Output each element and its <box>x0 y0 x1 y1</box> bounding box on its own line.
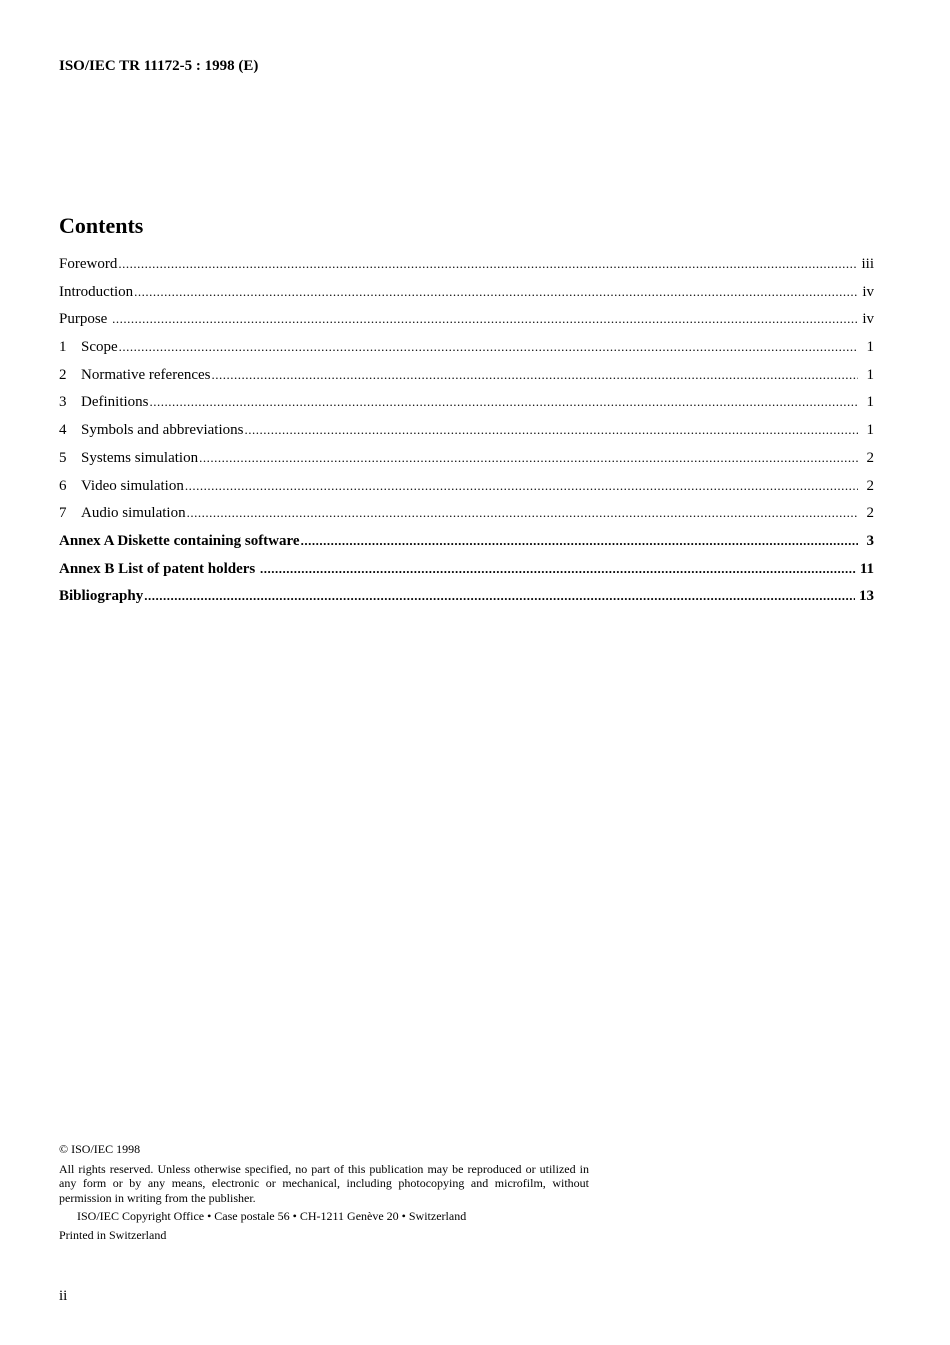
toc-dot-leader <box>185 478 858 495</box>
toc-dot-leader <box>112 311 858 328</box>
toc-dot-leader <box>187 505 858 522</box>
toc-dot-leader <box>134 284 858 301</box>
toc-entry-page: 2 <box>866 449 874 466</box>
toc-entry-page: 1 <box>866 394 874 411</box>
contents-title: Contents <box>59 213 144 238</box>
copyright-line: © ISO/IEC 1998 <box>59 1142 141 1156</box>
page-number: ii <box>59 1288 68 1304</box>
toc-entry-label: Symbols and abbreviations <box>81 422 244 439</box>
toc-entry-label: Introduction <box>59 283 134 300</box>
toc-entry[interactable] <box>59 339 874 367</box>
toc-entry-label: Systems simulation <box>81 449 199 466</box>
toc-dot-leader <box>260 561 856 578</box>
toc-dot-leader <box>150 394 859 411</box>
toc-entry-label: Foreword <box>59 256 118 272</box>
copyright-notice <box>59 1142 589 1242</box>
toc-entry-label: Scope <box>81 339 118 356</box>
toc-entry-label: Definitions <box>81 394 149 411</box>
toc-dot-leader <box>244 422 858 439</box>
toc-dot-leader <box>119 339 858 356</box>
toc-entry-page: 3 <box>866 532 874 549</box>
toc-entry-page: iv <box>862 311 874 328</box>
toc-entry[interactable] <box>59 478 874 506</box>
toc-entry-label: Audio simulation <box>81 505 186 522</box>
toc-entry-label: Normative references <box>81 366 211 383</box>
document-id-header: ISO/IEC TR 11172-5 : 1998 (E) <box>59 58 259 74</box>
toc-entry-label: Video simulation <box>81 477 184 494</box>
toc-entry[interactable] <box>59 588 874 616</box>
toc-entry-page: 13 <box>859 588 874 605</box>
toc-dot-leader <box>301 533 858 550</box>
printed-in: Printed in Switzerland <box>59 1227 167 1242</box>
toc-dot-leader <box>199 450 858 467</box>
toc-entry[interactable] <box>59 422 874 450</box>
toc-entry-page: 1 <box>866 422 874 439</box>
toc-entry-label: Bibliography <box>59 588 144 605</box>
toc-entry[interactable] <box>59 561 874 589</box>
toc-entry-page: iii <box>861 256 874 272</box>
toc-entry-page: 2 <box>866 477 874 494</box>
toc-entry-number: 7 <box>59 505 67 522</box>
toc-entry[interactable] <box>59 311 874 339</box>
toc-entry-page: 2 <box>866 505 874 522</box>
toc-entry-label: Purpose <box>59 311 112 328</box>
toc-dot-leader <box>212 367 858 384</box>
toc-entry[interactable] <box>59 533 874 561</box>
toc-entry-number: 6 <box>59 477 67 494</box>
toc-entry[interactable] <box>59 367 874 395</box>
toc-entry-number: 1 <box>59 339 67 356</box>
toc-entry-page: 1 <box>866 339 874 356</box>
toc-entry-number: 4 <box>59 422 67 439</box>
toc-entry[interactable] <box>59 450 874 478</box>
toc-entry[interactable] <box>59 394 874 422</box>
toc-entry-number: 5 <box>59 449 67 466</box>
rights-statement: All rights reserved. Unless otherwise specified, no part of this publication may be reproduced or utilized in any form or by any means, electronic or mechanical, including photocopying and microfilm, without permission in writing from the publisher. <box>59 1161 589 1205</box>
toc-entry-page: 1 <box>866 366 874 383</box>
copyright-office-address: ISO/IEC Copyright Office • Case postale 56 • CH-1211 Genève 20 • Switzerland <box>77 1209 467 1223</box>
table-of-contents <box>59 256 874 616</box>
toc-entry-label: Annex B List of patent holders <box>59 560 260 577</box>
toc-dot-leader <box>144 588 855 605</box>
toc-entry-number: 2 <box>59 366 67 383</box>
toc-entry-number: 3 <box>59 394 67 411</box>
toc-entry[interactable] <box>59 284 874 312</box>
toc-entry[interactable] <box>59 256 874 284</box>
toc-entry-page: 11 <box>859 560 874 577</box>
toc-entry-page: iv <box>862 283 874 300</box>
toc-entry[interactable] <box>59 505 874 533</box>
toc-entry-label: Annex A Diskette containing software <box>59 532 300 549</box>
toc-dot-leader <box>118 256 857 273</box>
